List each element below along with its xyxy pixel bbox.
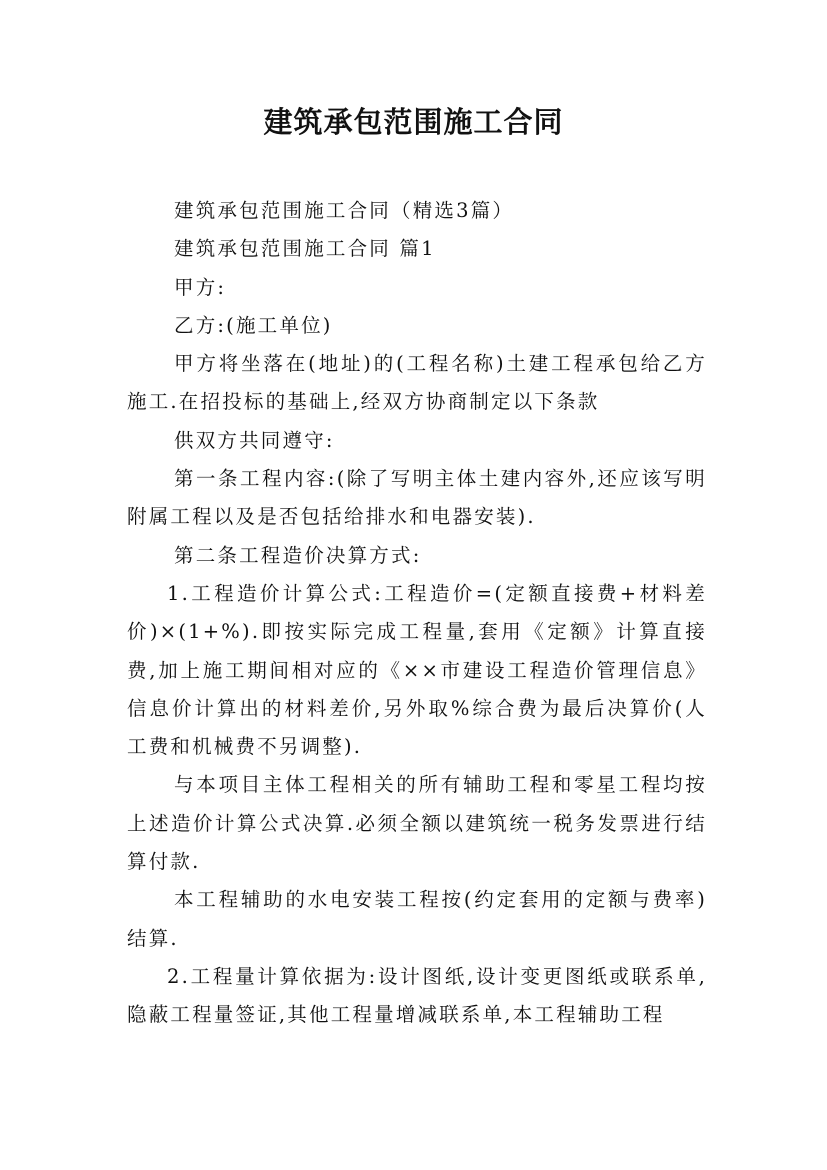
paragraph-item-2: 2.工程量计算依据为:设计图纸,设计变更图纸或联系单,隐蔽工程量签证,其他工程量增减联系单,本工程辅助工程 <box>127 964 707 1027</box>
paragraph-subtitle: 建筑承包范围施工合同（精选3篇） <box>174 199 515 222</box>
document-body <box>127 192 707 1035</box>
paragraph-party-a: 甲方: <box>174 275 227 299</box>
paragraph-intro: 甲方将坐落在(地址)的(工程名称)土建工程承包给乙方施工.在招投标的基础上,经双方协商制定以下条款 <box>127 352 707 414</box>
paragraph-party-b: 乙方:(施工单位) <box>174 313 333 337</box>
paragraph-section-heading: 建筑承包范围施工合同 篇1 <box>174 237 436 261</box>
document-title: 建筑承包范围施工合同 <box>263 105 564 139</box>
paragraph-article-2: 第二条工程造价决算方式: <box>174 543 422 567</box>
paragraph-installation-works: 本工程辅助的水电安装工程按(约定套用的定额与费率)结算. <box>127 888 707 950</box>
paragraph-auxiliary-works: 与本项目主体工程相关的所有辅助工程和零星工程均按上述造价计算公式决算.必须全额以建筑统一税务发票进行结算付款. <box>127 773 707 874</box>
paragraph-mutual-compliance: 供双方共同遵守: <box>174 428 335 452</box>
paragraph-article-1: 第一条工程内容:(除了写明主体土建内容外,还应该写明附属工程以及是否包括给排水和电器安装). <box>127 467 707 529</box>
paragraph-item-1: 1.工程造价计算公式:工程造价=(定额直接费+材料差价)×(1+%).即按实际完成工程量,套用《定额》计算直接费,加上施工期间相对应的《××市建设工程造价管理信息》信息价计算出的材料差价,另外取%综合费为最后决算价(人工费和机械费不另调整). <box>127 581 707 759</box>
